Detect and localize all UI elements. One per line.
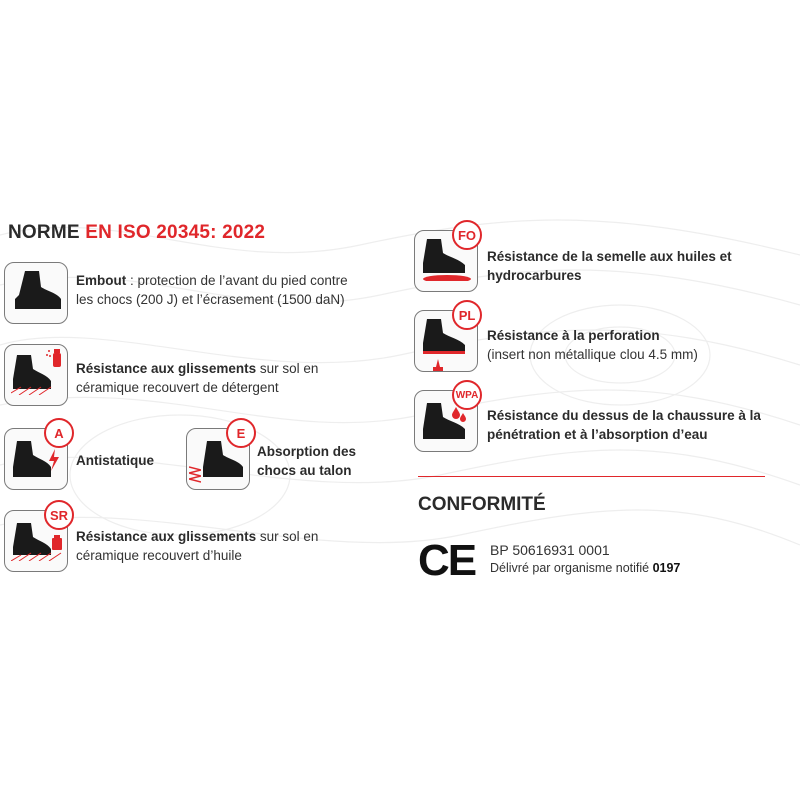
ce-mark: CE <box>418 536 476 585</box>
spray-icon <box>45 347 65 369</box>
oil-resistance-text: Résistance de la semelle aux huiles et hydrocarbures <box>487 249 732 283</box>
slip-detergent-text: Résistance aux glissements sur sol en céramique recouvert de détergent <box>76 361 319 395</box>
slip-oil-text: Résistance aux glissements sur sol en céramique recouvert d’huile <box>76 529 319 563</box>
shock-spring-icon <box>189 465 201 485</box>
water-resistance-text: Résistance du dessus de la chaussure à la pénétration et à l’absorption d’eau <box>487 408 761 442</box>
boot-icon <box>11 269 63 313</box>
antistatic-badge: A <box>44 418 74 448</box>
shock-absorption-text: Absorption des chocs au talon <box>257 444 357 478</box>
water-resistance-badge: WPA <box>452 380 482 410</box>
notified-body: Délivré par organisme notifié 0197 <box>490 561 681 575</box>
nail-icon <box>433 359 443 371</box>
embout-text: Embout : protection de l’avant du pied contre les chocs (200 J) et l’écrasement (1500 daN) <box>76 273 348 307</box>
certificate-number: BP 50616931 0001 <box>490 542 610 558</box>
perforation-badge: PL <box>452 300 482 330</box>
oil-drop-icon <box>51 535 63 551</box>
slip-detergent-icon-box <box>4 344 68 406</box>
slip-oil-badge: SR <box>44 500 74 530</box>
section-divider <box>418 476 765 477</box>
shock-absorption-badge: E <box>226 418 256 448</box>
antistatic-text: Antistatique <box>76 453 155 468</box>
conformity-title: CONFORMITÉ <box>418 494 546 515</box>
page-title: NORME EN ISO 20345: 2022 <box>8 222 266 243</box>
embout-icon-box <box>4 262 68 324</box>
perforation-text: Résistance à la perforation (insert non métallique clou 4.5 mm) <box>487 328 698 362</box>
oil-resistance-badge: FO <box>452 220 482 250</box>
lightning-icon <box>47 449 61 471</box>
